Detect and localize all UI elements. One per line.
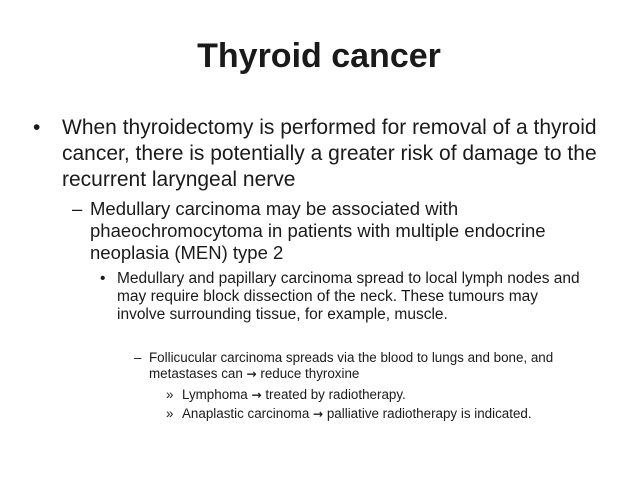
- bullet-text-before: Lymphoma: [182, 387, 248, 402]
- bullet-marker: •: [33, 116, 41, 139]
- right-arrow-icon: →: [251, 388, 262, 402]
- bullet-text: Medullary and papillary carcinoma spread to local lymph nodes and may require block dissection of the neck. These tumours may involve surrounding tissue, for example, muscle.: [117, 270, 580, 323]
- bullet-text: Medullary carcinoma may be associated with phaeochromocytoma in patients with multiple endocrine neoplasia (MEN) type 2: [90, 198, 546, 263]
- bullet-marker: •: [100, 270, 106, 287]
- bullet-text: [182, 406, 616, 422]
- bullet-text-after: reduce thyroxine: [260, 366, 360, 381]
- bullet-marker: –: [72, 198, 83, 219]
- bullet-marker: »: [166, 406, 174, 421]
- bullet-text-after: treated by radiotherapy.: [265, 387, 406, 402]
- bullet-level-4: [134, 350, 614, 382]
- bullet-level-5: [166, 406, 616, 422]
- bullet-level-1: [33, 115, 613, 193]
- bullet-level-3: [100, 270, 590, 324]
- bullet-text: When thyroidectomy is performed for removal of a thyroid cancer, there is potentially a greater risk of damage to the recurrent laryngeal nerve: [62, 116, 597, 191]
- bullet-level-2: [72, 198, 592, 264]
- bullet-text-before: Follicucular carcinoma spreads via the blood to lungs and bone, and metastases can: [149, 350, 554, 381]
- bullet-marker: »: [166, 387, 174, 402]
- bullet-marker: –: [134, 350, 142, 365]
- right-arrow-icon: →: [313, 407, 324, 421]
- bullet-text-after: palliative radiotherapy is indicated.: [326, 406, 532, 421]
- slide-title: Thyroid cancer: [197, 37, 441, 75]
- bullet-text: [182, 387, 616, 403]
- bullet-text-before: Anaplastic carcinoma: [182, 406, 310, 421]
- bullet-text: [149, 350, 614, 382]
- right-arrow-icon: →: [246, 367, 257, 381]
- bullet-level-5: [166, 387, 616, 403]
